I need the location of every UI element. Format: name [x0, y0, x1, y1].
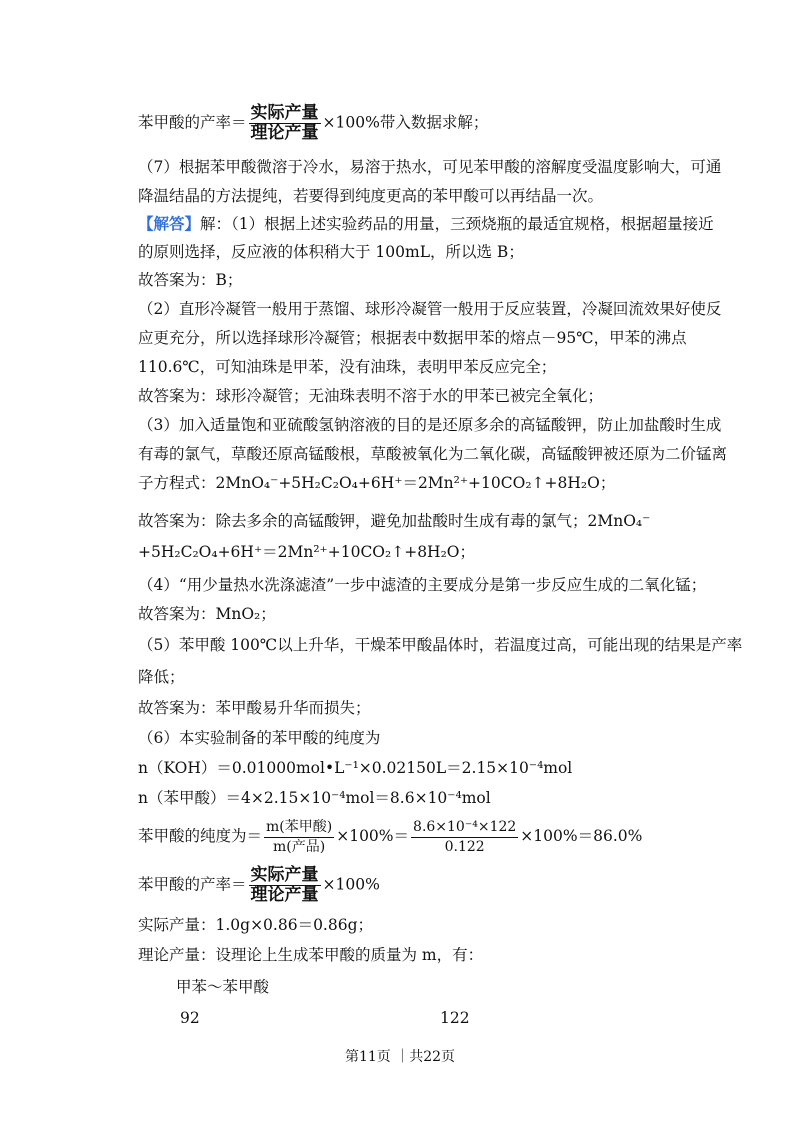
answer-tag: 【解答】: [138, 214, 201, 233]
page-footer: 第11页 ｜共22页: [344, 1049, 456, 1065]
text-line: 故答案为：除去多余的高锰酸钾，避免加盐酸时生成有毒的氯气；2MnO₄⁻: [138, 512, 651, 530]
denominator: 理论产量: [250, 123, 319, 143]
fraction: [264, 818, 334, 857]
text-line: （7）根据苯甲酸微溶于冷水，易溶于热水，可见苯甲酸的溶解度受温度影响大，可通: [138, 158, 722, 176]
text-line: 应更充分，所以选择球形冷凝管；根据表中数据甲苯的熔点－95℃，甲苯的沸点: [138, 329, 687, 347]
fraction: [411, 818, 518, 857]
text: 苯甲酸的纯度为＝: [138, 827, 263, 845]
denominator: 理论产量: [250, 885, 319, 905]
mass-value: 92: [180, 1009, 200, 1027]
purity-formula-line: [138, 816, 680, 857]
text-line: 110.6℃，可知油珠是甲苯，没有油珠，表明甲苯反应完全；: [138, 358, 557, 376]
text: 苯甲酸的产率＝: [138, 113, 247, 132]
mass-value: 122: [440, 1009, 470, 1027]
numerator: m(苯甲酸): [264, 818, 334, 838]
calc-line: n（苯甲酸）＝4×2.15×10⁻⁴mol＝8.6×10⁻⁴mol: [138, 789, 491, 807]
text-line: （3）加入适量饱和亚硫酸氢钠溶液的目的是还原多余的高锰酸钾，防止加盐酸时生成: [138, 416, 722, 434]
equation-line: +5H₂C₂O₄+6H⁺＝2Mn²⁺+10CO₂↑+8H₂O；: [138, 543, 475, 561]
text-line: （4）“用少量热水洗涤滤渣”一步中滤渣的主要成分是第一步反应生成的二氧化锰；: [138, 576, 707, 594]
text: ×100%＝: [336, 827, 410, 845]
text-line: 故答案为：苯甲酸易升华而损失；: [138, 699, 371, 717]
text-line: （5）苯甲酸 100℃以上升华，干燥苯甲酸晶体时，若温度过高，可能出现的结果是产率: [138, 636, 743, 654]
text-line: 理论产量：设理论上生成苯甲酸的质量为 m，有：: [138, 946, 484, 964]
text: 苯甲酸的产率＝: [138, 875, 247, 894]
text: ×100%: [322, 875, 380, 894]
text-line: 的原则选择，反应液的体积稍大于 100mL，所以选 B；: [138, 243, 524, 261]
text: ×100%带入数据求解；: [322, 113, 489, 132]
fraction: [249, 866, 321, 905]
yield-formula-line: [138, 104, 680, 143]
text: ×100%＝86.0%: [520, 827, 643, 845]
text-line: （6）本实验制备的苯甲酸的纯度为: [138, 729, 381, 747]
equation-line: 子方程式：2MnO₄⁻+5H₂C₂O₄+6H⁺＝2Mn²⁺+10CO₂↑+8H₂O；: [138, 474, 616, 492]
denominator: 0.122: [444, 838, 485, 855]
numerator: 8.6×10⁻⁴×122: [411, 818, 518, 838]
numerator: 实际产量: [250, 865, 319, 885]
denominator: m(产品): [273, 838, 326, 855]
relation-line: 甲苯～苯甲酸: [176, 978, 270, 996]
text-line: 实际产量：1.0g×0.86＝0.86g；: [138, 916, 374, 934]
numerator: 实际产量: [250, 103, 319, 123]
yield-formula-line: [138, 866, 680, 905]
fraction: [249, 104, 321, 143]
calc-line: n（KOH）＝0.01000mol•L⁻¹×0.02150L＝2.15×10⁻⁴mol: [138, 759, 573, 777]
text-line: 降温结晶的方法提纯，若要得到纯度更高的苯甲酸可以再结晶一次。: [138, 187, 604, 205]
text-line: 故答案为：MnO₂；: [138, 605, 276, 623]
text-line: 降低；: [138, 668, 185, 686]
text-line: 有毒的氯气，草酸还原高锰酸根，草酸被氧化为二氧化碳，高锰酸钾被还原为二价锰离: [138, 445, 728, 463]
text: 解：（1）根据上述实验药品的用量，三颈烧瓶的最适宜规格，根据超量接近: [200, 215, 714, 233]
answer-heading-line: [138, 213, 714, 235]
text-line: 故答案为：球形冷凝管；无油珠表明不溶于水的甲苯已被完全氧化；: [138, 387, 604, 405]
text-line: （2）直形冷凝管一般用于蒸馏、球形冷凝管一般用于反应装置，冷凝回流效果好使反: [138, 300, 722, 318]
text-line: 故答案为：B；: [138, 271, 243, 289]
